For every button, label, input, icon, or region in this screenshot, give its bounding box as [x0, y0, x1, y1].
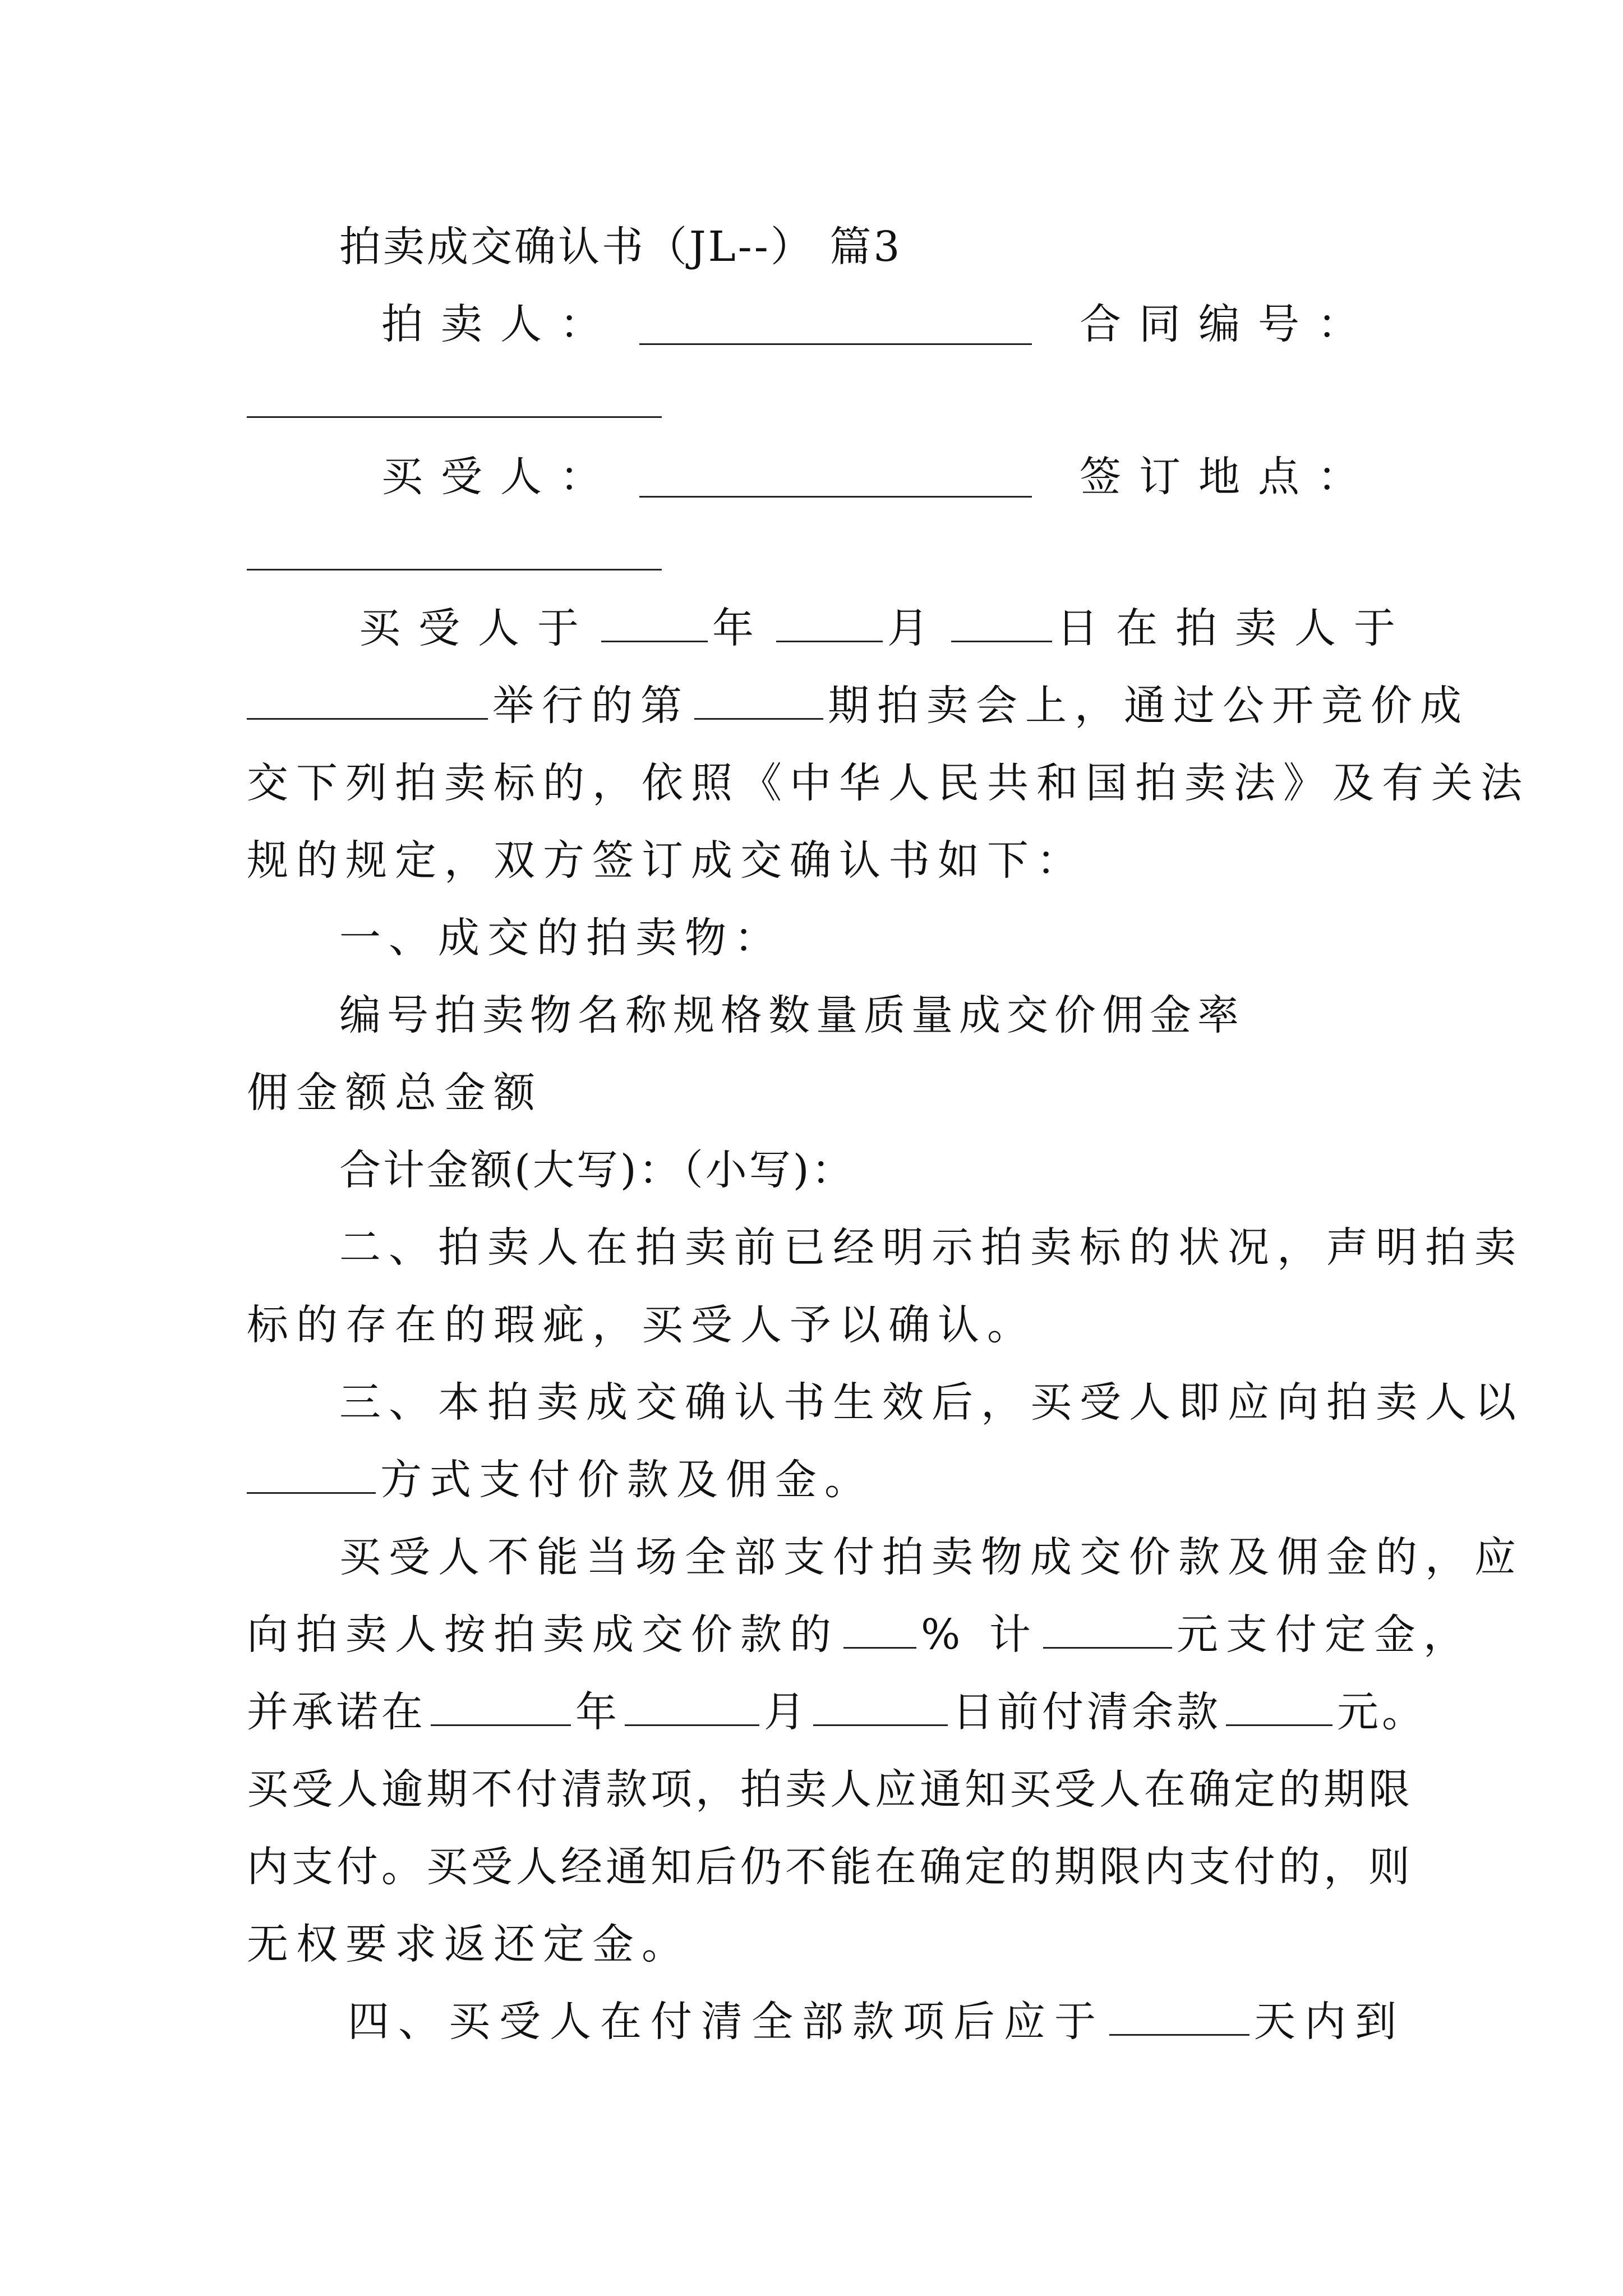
payment-month-blank [625, 1690, 759, 1726]
intro-month: 月 [887, 604, 947, 652]
payment-deposit-text: 元支付定金， [1176, 1611, 1473, 1659]
sign-place-blank [247, 569, 662, 570]
payment-day-blank [813, 1690, 948, 1726]
intro-held-at: 举行的第 [492, 682, 690, 730]
payment-year-blank [431, 1690, 571, 1726]
payment-line5: 内支付。买受人经通知后仍不能在确定的期限内支付的，则 [247, 1843, 1413, 1891]
section3-method-text: 方式支付价款及佣金。 [380, 1456, 874, 1504]
payment-balance-blank [1226, 1690, 1332, 1726]
section1-total: 合计金额(大写)：（小写)： [339, 1146, 855, 1194]
payment-year: 年 [575, 1688, 620, 1736]
payment-line3 [247, 1684, 1427, 1740]
section1-columns-line2: 佣金额总金额 [247, 1069, 543, 1117]
section4-days-blank [1109, 1999, 1249, 2036]
auctioneer-label: 拍卖人： [381, 300, 619, 348]
section1-columns-line1: 编号拍卖物名称规格数量质量成交价佣金率 [339, 991, 1245, 1039]
payment-line4: 买受人逾期不付清款项，拍卖人应通知买受人在确定的期限 [247, 1765, 1413, 1814]
payment-month: 月 [764, 1688, 809, 1736]
section2-line1: 二、拍卖人在拍卖前已经明示拍卖标的状况，声明拍卖 [339, 1223, 1524, 1272]
intro-year-blank [601, 606, 708, 642]
payment-rate-text: 向拍卖人按拍卖成交价款的 [247, 1611, 839, 1659]
payment-line2 [247, 1607, 1473, 1663]
intro-day-blank [951, 606, 1052, 642]
auctioneer-blank [639, 343, 1032, 345]
intro-year: 年 [712, 604, 772, 652]
section4-days-text: 天内到 [1254, 1998, 1405, 2046]
intro-line-4: 规的规定，双方签订成交确认书如下： [247, 836, 1086, 885]
intro-line-1 [359, 600, 1413, 656]
document-title: 拍卖成交确认书（JL--） 篇3 [339, 223, 902, 271]
section4-text: 四、买受人在付清全部款项后应于 [348, 1998, 1105, 2046]
intro-buyer-at: 买受人于 [359, 604, 597, 652]
intro-session-text: 期拍卖会上，通过公开竞价成 [828, 682, 1469, 730]
payment-line6: 无权要求返还定金。 [247, 1920, 691, 1968]
section3-line1: 三、本拍卖成交确认书生效后，买受人即应向拍卖人以 [339, 1378, 1524, 1427]
contract-no-blank [247, 416, 662, 418]
intro-line-2 [247, 678, 1469, 734]
sign-place-label: 签订地点： [1080, 453, 1377, 501]
contract-no-label: 合同编号： [1080, 300, 1377, 348]
buyer-label: 买受人： [381, 453, 619, 501]
payment-rate-blank [843, 1612, 916, 1649]
section2-line2: 标的存在的瑕疵，买受人予以确认。 [247, 1301, 1036, 1349]
payment-balance-text: 日前付清余款 [952, 1688, 1221, 1736]
intro-line-3: 交下列拍卖标的，依照《中华人民共和国拍卖法》及有关法 [247, 759, 1530, 807]
payment-promise: 并承诺在 [247, 1688, 426, 1736]
payment-percent: % 计 [921, 1611, 1039, 1659]
payment-yuan: 元。 [1337, 1688, 1427, 1736]
intro-session-blank [694, 683, 823, 720]
intro-day-place: 日在拍卖人于 [1057, 604, 1413, 652]
intro-venue-blank [247, 683, 488, 720]
section4-line1 [348, 1994, 1405, 2050]
payment-line1: 买受人不能当场全部支付拍卖物成交价款及佣金的，应 [339, 1533, 1524, 1581]
section3-line2 [247, 1452, 874, 1508]
intro-month-blank [776, 606, 883, 642]
section3-method-blank [247, 1457, 376, 1494]
buyer-blank [639, 496, 1032, 498]
payment-deposit-blank [1043, 1612, 1172, 1649]
section1-heading: 一、成交的拍卖物： [339, 914, 783, 962]
